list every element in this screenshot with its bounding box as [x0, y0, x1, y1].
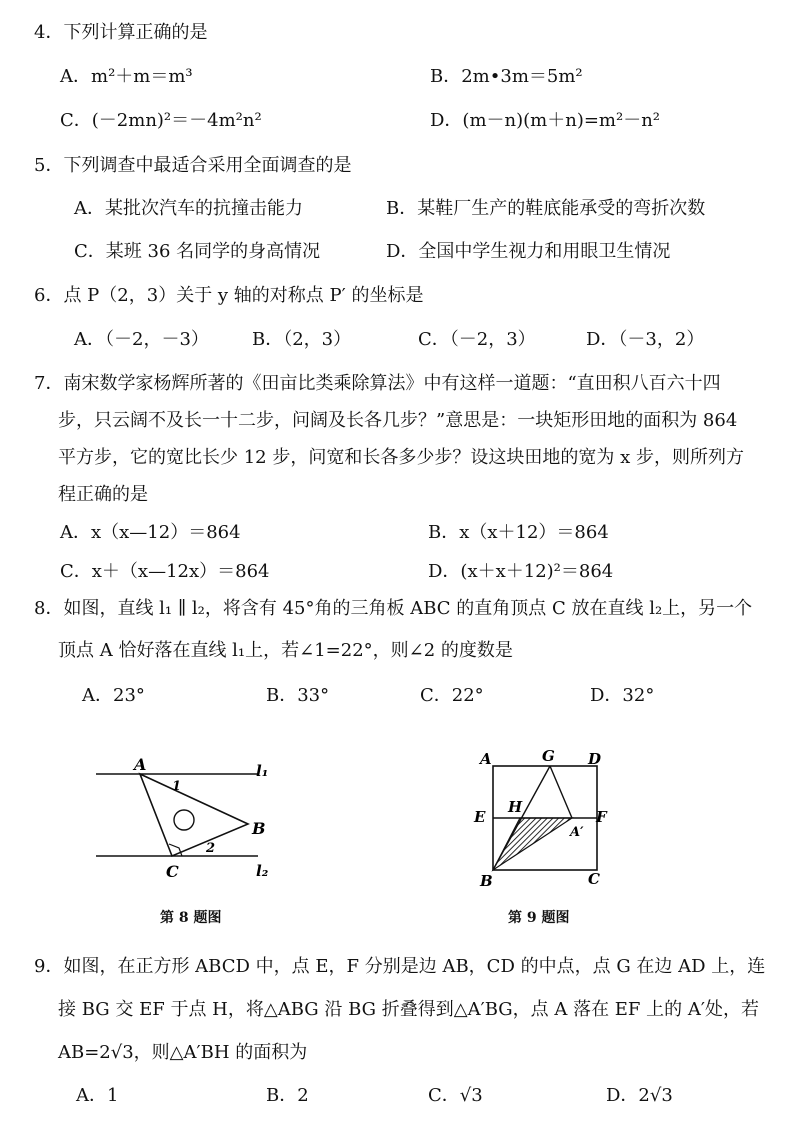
q8-option-a: A．23° [82, 685, 145, 706]
q5-option-a: A．某批次汽车的抗撞击能力 [74, 198, 303, 219]
q7-line-1: 7．南宋数学家杨辉所著的《田亩比类乘除算法》中有这样一道题：“直田积八百六十四 [34, 373, 721, 394]
figure-9 [468, 744, 618, 894]
q4-option-b: B．2m•3m＝5m² [430, 66, 583, 87]
label-l2: l₂ [256, 862, 269, 880]
q8-line-2: 顶点 A 恰好落在直线 l₁上，若∠1=22°，则∠2 的度数是 [58, 640, 513, 661]
triangle-abc [140, 774, 248, 856]
q7-option-c: C．x＋（x—12x）＝864 [60, 561, 270, 582]
q9-option-b: B．2 [266, 1085, 309, 1106]
figure-9-caption: 第 9 题图 [508, 910, 570, 926]
q7-option-a: A．x（x—12）＝864 [60, 522, 241, 543]
label-c: C [166, 862, 179, 881]
q9-option-d: D．2√3 [606, 1085, 673, 1106]
label-d: D [588, 750, 602, 768]
q6-option-b: B．（2，3） [252, 329, 352, 350]
q5-option-c: C．某班 36 名同学的身高情况 [74, 241, 321, 262]
figure-8 [80, 748, 300, 888]
label-a: A [480, 750, 492, 768]
q7-line-3: 平方步，它的宽比长少 12 步，问宽和长各多少步？设这块田地的宽为 x 步，则所列方 [58, 447, 744, 468]
label-l1: l₁ [256, 762, 269, 780]
q5-option-b: B．某鞋厂生产的鞋底能承受的弯折次数 [386, 198, 706, 219]
label-a-prime: A′ [570, 825, 584, 840]
q4-option-c: C．(－2mn)²＝－4m²n² [60, 110, 262, 131]
q6-stem: 6．点 P（2，3）关于 y 轴的对称点 P′ 的坐标是 [34, 285, 424, 306]
q8-option-c: C．22° [420, 685, 484, 706]
q9-option-c: C．√3 [428, 1085, 483, 1106]
q7-option-b: B．x（x＋12）＝864 [428, 522, 609, 543]
label-g: G [542, 747, 555, 765]
q6-option-d: D．（－3，2） [586, 329, 705, 350]
q8-option-d: D．32° [590, 685, 655, 706]
segment-g-a-prime [550, 766, 572, 818]
triangle-hole [174, 810, 194, 830]
label-b: B [480, 872, 493, 890]
q7-line-4: 程正确的是 [58, 484, 148, 505]
label-h: H [508, 798, 523, 816]
q9-line-2: 接 BG 交 EF 于点 H，将△ABG 沿 BG 折叠得到△A′BG，点 A 落在 EF 上的 A′处，若 [58, 999, 759, 1020]
label-b: B [252, 819, 266, 838]
q4-option-d: D．(m－n)(m＋n)=m²－n² [430, 110, 661, 131]
q5-stem: 5．下列调查中最适合采用全面调查的是 [34, 155, 352, 176]
q8-option-b: B．33° [266, 685, 330, 706]
q9-option-a: A．1 [76, 1085, 119, 1106]
label-e: E [474, 808, 486, 826]
angle-1-label: 1 [172, 779, 182, 794]
q9-line-1: 9．如图，在正方形 ABCD 中，点 E，F 分别是边 AB，CD 的中点，点 G 在边 AD 上，连 [34, 956, 766, 977]
q5-option-d: D．全国中学生视力和用眼卫生情况 [386, 241, 671, 262]
q6-option-a: A．（－2，－3） [74, 329, 209, 350]
figure-8-caption: 第 8 题图 [160, 910, 222, 926]
q8-line-1: 8．如图，直线 l₁ ∥ l₂，将含有 45°角的三角板 ABC 的直角顶点 C 放在直线 l₂上，另一个 [34, 598, 753, 619]
q4-option-a: A．m²＋m＝m³ [60, 66, 193, 87]
q9-line-3: AB=2√3，则△A′BH 的面积为 [58, 1042, 308, 1063]
q6-option-c: C．（－2，3） [418, 329, 536, 350]
label-c: C [588, 870, 600, 888]
angle-2-label: 2 [206, 841, 216, 856]
label-a: A [134, 755, 147, 774]
q7-line-2: 步，只云阔不及长一十二步，问阔及长各几步？”意思是：一块矩形田地的面积为 864 [58, 410, 738, 431]
label-f: F [596, 808, 607, 826]
q7-option-d: D．(x＋x＋12)²＝864 [428, 561, 614, 582]
triangle-a-prime-bh [493, 818, 572, 870]
q4-stem: 4．下列计算正确的是 [34, 22, 208, 43]
